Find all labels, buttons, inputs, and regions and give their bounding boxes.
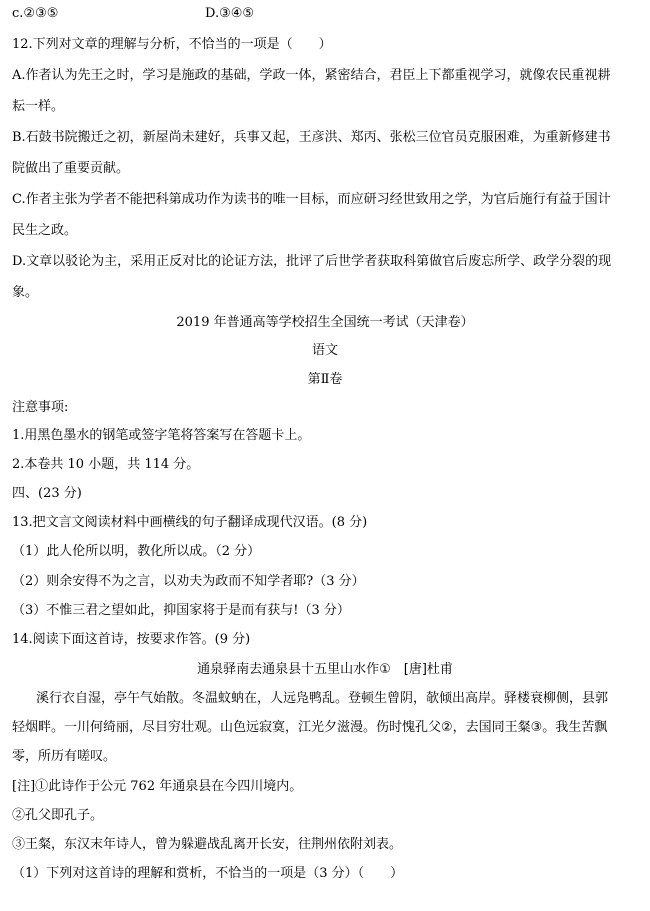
poem-note-1: [注]①此诗作于公元 762 年通泉县在今四川境内。	[12, 779, 303, 794]
q12-option-a: A.作者认为先王之时，学习是施政的基础，学政一体，紧密结合，君臣上下都重视学习，就像农民重视耕	[12, 68, 611, 83]
q12-option-d: D.文章以驳论为主，采用正反对比的论证方法，批评了后世学者获取科第做官后废忘所学、政学分裂的现	[12, 254, 612, 269]
subject-title: 语文	[311, 343, 338, 358]
volume-title: 第Ⅱ卷	[307, 372, 343, 387]
poem-note-2: ②孔父即孔子。	[12, 808, 104, 823]
q12-option-d-cont: 象。	[12, 285, 39, 300]
section-4-heading: 四、(23 分)	[12, 486, 82, 501]
notice-item-1: 1.用黑色墨水的钢笔或签字笔将答案写在答题卡上。	[12, 428, 311, 443]
q13-item-2: （2）则余安得不为之言，以劝夫为政而不知学者耶?（3 分）	[12, 574, 365, 589]
exam-title: 2019 年普通高等学校招生全国统一考试（天津卷）	[176, 315, 474, 330]
poem-text-line-3: 零，所历有嗟叹。	[12, 749, 117, 764]
q12-option-b-cont: 院做出了重要贡献。	[12, 161, 130, 176]
notice-item-2: 2.本卷共 10 小题，共 114 分。	[12, 457, 200, 472]
q12-option-b: B.石鼓书院搬迁之初，新屋尚未建好，兵事又起，王彦洪、郑丙、张松三位官员克服困难，为重新修建书	[12, 130, 611, 145]
poem-title: 通泉驿南去通泉县十五里山水作① [唐]杜甫	[197, 662, 453, 677]
option-c-fragment: c.②③⑤	[12, 6, 59, 21]
option-d-fragment: D.③④⑤	[205, 6, 255, 21]
q12-option-c-cont: 民生之政。	[12, 223, 78, 238]
q14-item-1: （1）下列对这首诗的理解和赏析，不恰当的一项是（3 分）（ ）	[12, 866, 404, 881]
q12-option-a-cont: 耘一样。	[12, 99, 65, 114]
q13-item-3: （3）不惟三君之望如此，抑国家将于是而有获与!（3 分）	[12, 603, 350, 618]
poem-text-line-2: 轻烟畔。一川何绮丽，尽目穷壮观。山色远寂寞，江光夕滋漫。伤时愧孔父②，去国同王粲③。我生苦飘	[12, 720, 608, 735]
q13-item-1: （1）此人伦所以明，教化所以成。（2 分）	[12, 544, 261, 559]
notice-heading: 注意事项:	[12, 400, 69, 415]
question-14: 14.阅读下面这首诗，按要求作答。(9 分)	[12, 632, 251, 647]
q12-option-c: C.作者主张为学者不能把科第成功作为读书的唯一目标，而应研习经世致用之学，为官后施行有益于国计	[12, 192, 611, 207]
question-13: 13.把文言文阅读材料中画横线的句子翻译成现代汉语。(8 分)	[12, 515, 368, 530]
question-12: 12.下列对文章的理解与分析，不恰当的一项是（ ）	[12, 37, 332, 52]
poem-text-line-1: 溪行衣自湿，亭午气始散。冬温蚊蚋在，人远凫鸭乱。登顿生曾阴，欹倾出高岸。驿楼衰柳侧，县郭	[36, 691, 609, 706]
poem-note-3: ③王粲，东汉末年诗人，曾为躲避战乱离开长安，往荆州依附刘表。	[12, 837, 403, 852]
